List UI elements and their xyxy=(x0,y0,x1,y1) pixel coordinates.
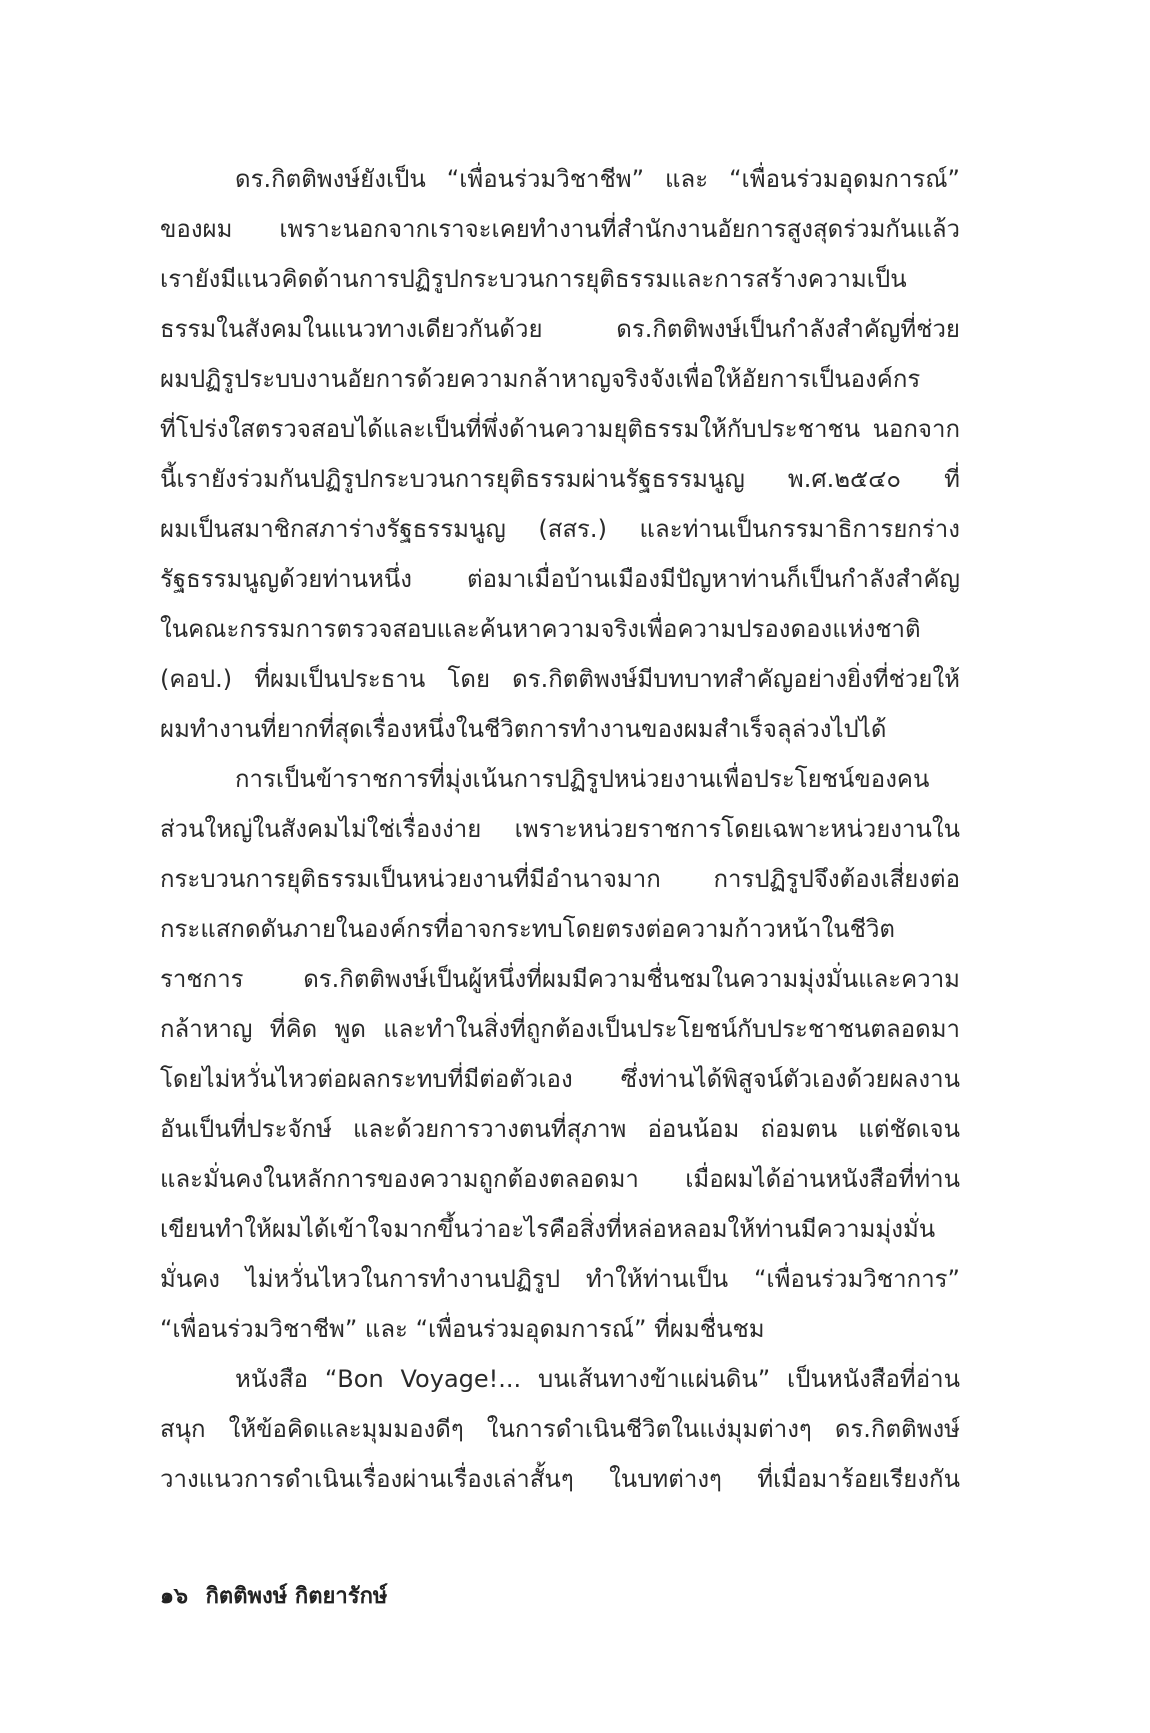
text-line: (คอป.) ที่ผมเป็นประธาน โดย ดร.กิตติพงษ์มีบทบาทสำคัญอย่างยิ่งที่ช่วยให้ xyxy=(160,665,960,693)
page-footer xyxy=(160,1578,397,1613)
text-line: และมั่นคงในหลักการของความถูกต้องตลอดมา เมื่อผมได้อ่านหนังสือที่ท่าน xyxy=(160,1165,960,1193)
text-line: สนุก ให้ข้อคิดและมุมมองดีๆ ในการดำเนินชีวิตในแง่มุมต่างๆ ดร.กิตติพงษ์ xyxy=(160,1415,960,1443)
text-line: ส่วนใหญ่ในสังคมไม่ใช่เรื่องง่าย เพราะหน่วยราชการโดยเฉพาะหน่วยงานใน xyxy=(160,815,960,843)
text-line: ธรรมในสังคมในแนวทางเดียวกันด้วย ดร.กิตติพงษ์เป็นกำลังสำคัญที่ช่วย xyxy=(160,315,960,343)
text-line: กล้าหาญ ที่คิด พูด และทำในสิ่งที่ถูกต้องเป็นประโยชน์กับประชาชนตลอดมา xyxy=(160,1015,960,1043)
text-line: กระบวนการยุติธรรมเป็นหน่วยงานที่มีอำนาจมาก การปฏิรูปจึงต้องเสี่ยงต่อ xyxy=(160,865,960,893)
text-line: อันเป็นที่ประจักษ์ และด้วยการวางตนที่สุภาพ อ่อนน้อม ถ่อมตน แต่ชัดเจน xyxy=(160,1115,960,1143)
text-line: ที่โปร่งใสตรวจสอบได้และเป็นที่พึ่งด้านความยุติธรรมให้กับประชาชน นอกจาก xyxy=(160,415,960,443)
text-line: มั่นคง ไม่หวั่นไหวในการทำงานปฏิรูป ทำให้ท่านเป็น “เพื่อนร่วมวิชาการ” xyxy=(160,1265,960,1293)
text-line: หนังสือ “Bon Voyage!... บนเส้นทางข้าแผ่นดิน” เป็นหนังสือที่อ่าน xyxy=(235,1365,960,1393)
text-line: เรายังมีแนวคิดด้านการปฏิรูปกระบวนการยุติธรรมและการสร้างความเป็น xyxy=(160,265,907,293)
text-line: รัฐธรรมนูญด้วยท่านหนึ่ง ต่อมาเมื่อบ้านเมืองมีปัญหาท่านก็เป็นกำลังสำคัญ xyxy=(160,565,960,593)
text-line: ของผม เพราะนอกจากเราจะเคยทำงานที่สำนักงานอัยการสูงสุดร่วมกันแล้ว xyxy=(160,215,960,243)
text-line: กระแสกดดันภายในองค์กรที่อาจกระทบโดยตรงต่อความก้าวหน้าในชีวิต xyxy=(160,915,895,943)
text-line: ราชการ ดร.กิตติพงษ์เป็นผู้หนึ่งที่ผมมีความชื่นชมในความมุ่งมั่นและความ xyxy=(160,965,960,993)
text-line: ผมปฏิรูประบบงานอัยการด้วยความกล้าหาญจริงจังเพื่อให้อัยการเป็นองค์กร xyxy=(160,365,921,393)
text-line: “เพื่อนร่วมวิชาชีพ” และ “เพื่อนร่วมอุดมการณ์” ที่ผมชื่นชม xyxy=(160,1315,765,1343)
text-line: การเป็นข้าราชการที่มุ่งเน้นการปฏิรูปหน่วยงานเพื่อประโยชน์ของคน xyxy=(235,765,930,793)
text-line: ผมเป็นสมาชิกสภาร่างรัฐธรรมนูญ (สสร.) และท่านเป็นกรรมาธิการยกร่าง xyxy=(160,515,960,543)
text-line: ในคณะกรรมการตรวจสอบและค้นหาความจริงเพื่อความปรองดองแห่งชาติ xyxy=(160,615,921,643)
text-line: ดร.กิตติพงษ์ยังเป็น “เพื่อนร่วมวิชาชีพ” และ “เพื่อนร่วมอุดมการณ์” xyxy=(235,165,960,193)
text-line: นี้เรายังร่วมกันปฏิรูปกระบวนการยุติธรรมผ่านรัฐธรรมนูญ พ.ศ.๒๕๔๐ ที่ xyxy=(160,465,960,493)
text-line: เขียนทำให้ผมได้เข้าใจมากขึ้นว่าอะไรคือสิ่งที่หล่อหลอมให้ท่านมีความมุ่งมั่น xyxy=(160,1215,936,1243)
author-name: กิตติพงษ์ กิตยารักษ์ xyxy=(205,1584,388,1609)
text-line: ผมทำงานที่ยากที่สุดเรื่องหนึ่งในชีวิตการทำงานของผมสำเร็จลุล่วงไปได้ xyxy=(160,715,887,743)
body-text xyxy=(160,154,960,1504)
text-line: วางแนวการดำเนินเรื่องผ่านเรื่องเล่าสั้นๆ ในบทต่างๆ ที่เมื่อมาร้อยเรียงกัน xyxy=(160,1465,960,1493)
text-line: โดยไม่หวั่นไหวต่อผลกระทบที่มีต่อตัวเอง ซึ่งท่านได้พิสูจน์ตัวเองด้วยผลงาน xyxy=(160,1065,960,1093)
page-number: ๑๖ xyxy=(160,1584,188,1609)
